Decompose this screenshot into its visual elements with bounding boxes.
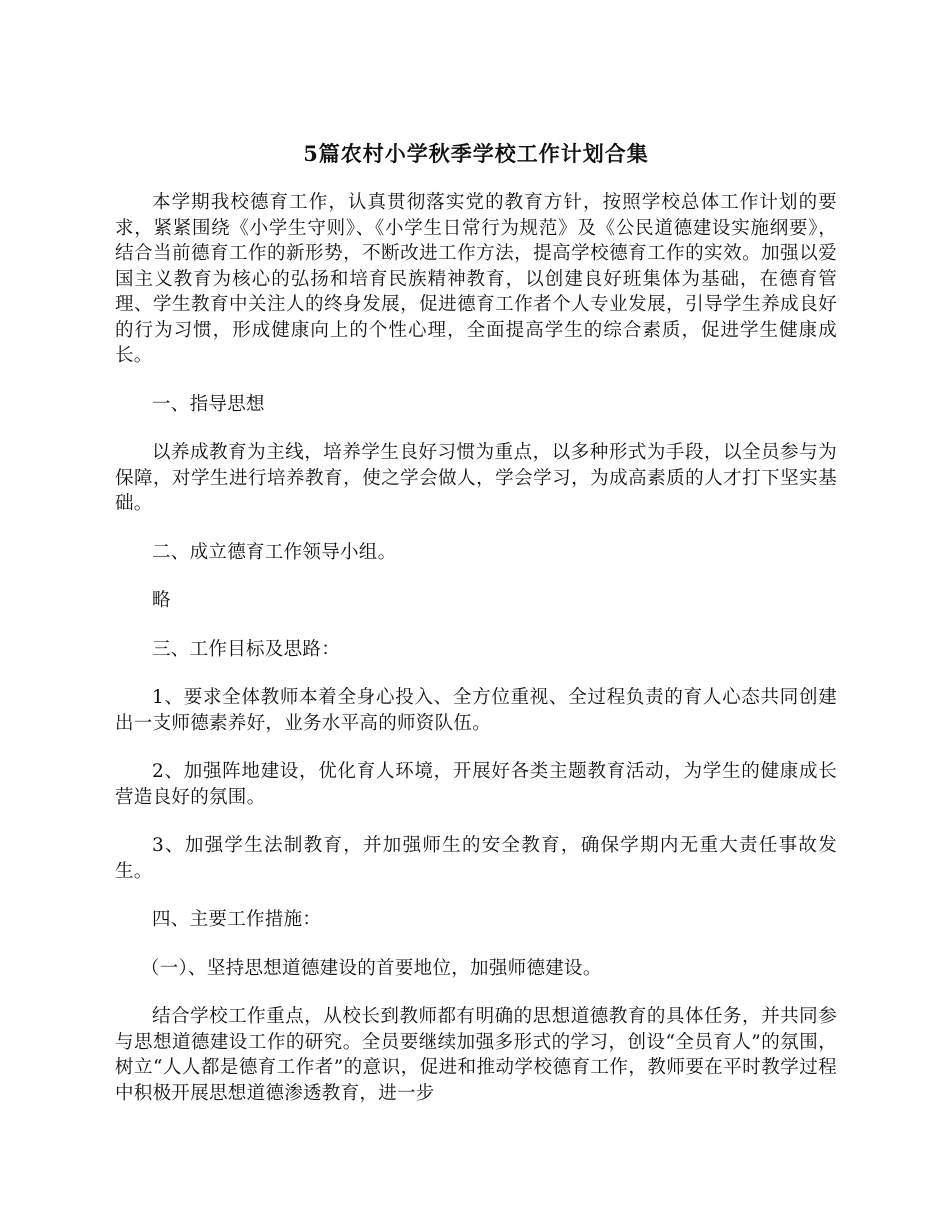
section-heading-measures: 四、主要工作措施：	[152, 909, 322, 930]
section-heading-leadership-group: 二、成立德育工作领导小组。	[152, 541, 397, 563]
goal-item-2: 2、加强阵地建设，优化育人环境，开展好各类主题教育活动，为学生的健康成长营造良好的氛围。	[115, 761, 837, 808]
guiding-ideology-paragraph: 以养成教育为主线，培养学生良好习惯为重点，以多种形式为手段，以全员参与为保障，对学生进行培养教育，使之学会做人，学会学习，为成高素质的人才打下坚实基础。	[115, 442, 837, 514]
subsection-heading-moral-construction: （一）、坚持思想道德建设的首要地位，加强师德建设。	[140, 957, 602, 979]
document-title: 5篇农村小学秋季学校工作计划合集	[303, 141, 649, 166]
document-body	[115, 138, 837, 1106]
section-heading-goals: 三、工作目标及思路：	[152, 638, 341, 660]
moral-construction-paragraph: 结合学校工作重点，从校长到教师都有明确的思想道德教育的具体任务，并共同参与思想道德建设工作的研究。全员要继续加强多形式的学习，创设“全员育人”的氛围，树立“人人都是德育工作者”的意识，促进和推动学校德育工作，教师要在平时教学过程中积极开展思想道德渗透教育，进一步	[115, 1006, 837, 1104]
section-heading-guiding-ideology: 一、指导思想	[152, 393, 265, 415]
leadership-group-omitted-text: 略	[152, 590, 171, 611]
intro-paragraph: 本学期我校德育工作，认真贯彻落实党的教育方针，按照学校总体工作计划的要求，紧紧围绕《小学生守则》、《小学生日常行为规范》及《公民道德建设实施纲要》，结合当前德育工作的新形势，不断改进工作方法，提高学校德育工作的实效。加强以爱国主义教育为核心的弘扬和培育民族精神教育，以创建良好班集体为基础，在德育管理、学生教育中关注人的终身发展，促进德育工作者个人专业发展，引导学生养成良好的行为习惯，形成健康向上的个性心理，全面提高学生的综合素质，促进学生健康成长。	[115, 192, 837, 366]
goal-item-1: 1、要求全体教师本着全身心投入、全方位重视、全过程负责的育人心态共同创建出一支师德素养好，业务水平高的师资队伍。	[115, 687, 837, 734]
goal-item-3: 3、加强学生法制教育，并加强师生的安全教育，确保学期内无重大责任事故发生。	[115, 835, 837, 882]
